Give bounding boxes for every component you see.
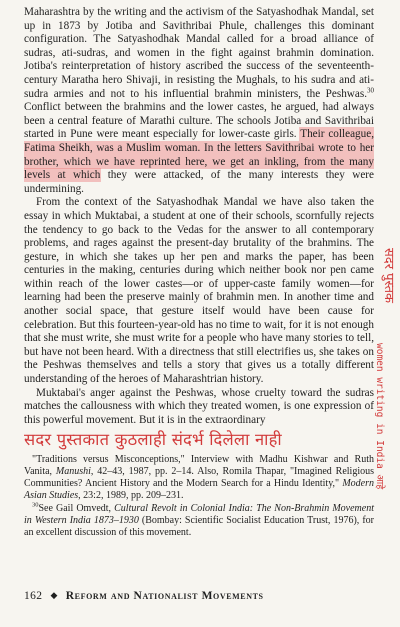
footnote-ref-30: 30	[367, 85, 374, 94]
footnote-30	[24, 503, 374, 539]
footnotes	[24, 454, 374, 539]
footnote-1-text: "Traditions versus Misconceptions," Interview with Madhu Kishwar and Ruth Vanita,	[24, 454, 374, 478]
highlighted-passage: Their colleague, Fatima Sheikh, was a Muslim woman. In the letters Savithribai wrote to her brother, which we have reprinted here, we get an inkling, from the many levels at which	[24, 128, 374, 182]
footnote-30-text: See Gail Omvedt,	[38, 503, 115, 515]
page-footer	[24, 590, 374, 602]
diamond-separator-icon: ◆	[50, 590, 58, 600]
paragraph-3: Muktabai's anger against the Peshwas, whose cruelty toward the sudras matches the callousness with which they treated women, is one expression of this powerful movement. But it is in the extraordinary	[24, 386, 374, 426]
paragraph-1-text: Maharashtra by the writing and the activism of the Satyashodhak Mandal, set up in 1873 by Jotiba and Savithribai Phule, challenges this dominant configuration. The Satyashodhak Mandal called for a broad alliance of sudras, ati-sudras, and women in the fight against brahmin domination. Jotiba's reinterpretation of history ascribed the success of the seventeenth-century Maratha hero Shivaji, in resisting the Mughals, to his sudra and ati-sudra armies and not to his influential brahmin ministers, the Peshwas.	[24, 6, 374, 100]
page-number: 162	[24, 590, 43, 602]
footnote-1-journal: Manushi	[55, 466, 91, 478]
handwritten-margin-note	[373, 248, 397, 490]
paragraph-1-tail: they were attacked, of the many interests they were undermining.	[24, 169, 374, 195]
handwritten-annotation-bottom: सदर पुस्तकात कुठलाही संदर्भ दिलेला नाही	[24, 430, 282, 450]
footnote-30-mark: 30	[32, 502, 39, 510]
paragraph-1	[24, 6, 374, 196]
margin-note-hindi: सदर पुस्तक	[381, 248, 396, 303]
paragraph-2: From the context of the Satyashodhak Mandal we have also taken the essay in which Muktabai, a student at one of their schools, scornfully rejects the tendency to go back to the Vedas for the answer to all contemporary problems, and rages against the present-day brutality of the brahmins. The gesture, in which she takes up her pen and marks the paper, has been centuries in the making, centuries during which neither book nor pen came within reach of the lower castes—or of upper-caste family women—for learning had been the preserve mainly of brahmin men. In another time and another social space, that gesture itself would have been cause for celebration. But this fourteen-year-old has no time to wait, for it is not enough that she must write, she must write for a people who have many stories to tell, but have not been heard. With a directness that still electrifies us, she takes on the Peshwas themselves and tells a story that gives us a totally different understanding of the heroes of Maharashtrian history.	[24, 196, 374, 386]
footnote-30-text-2: (Bombay: Scientific Socialist Education Trust, 1976), for an excellent discussion of this movement.	[24, 515, 374, 539]
body-text	[24, 6, 374, 427]
footnote-1-text-3: , 23:2, 1989, pp. 209–231.	[78, 490, 184, 502]
footnote-1-text-2: , 42–43, 1987, pp. 2–14. Also, Romila Thapar, "Imagined Religious Communities? Ancient History and the Modern Search for a Hindu Identity,"	[24, 466, 374, 490]
running-title: Reform and Nationalist Movements	[65, 590, 264, 602]
paragraph-1-text-cont: Conflict between the brahmins and the lower castes, he argued, had always been a central feature of Marathi culture. The schools Jotiba and Savithribai started in Pune were meant especially for lower-caste girls.	[24, 101, 374, 141]
footnote-1	[24, 454, 374, 502]
footnote-1-journal-2: Modern Asian Studies	[24, 478, 374, 502]
footnote-30-title: Cultural Revolt in Colonial India: The Non-Brahmin Movement in Western India 1873–1930	[24, 503, 374, 527]
margin-note-english: women writing in India आहे	[374, 343, 385, 490]
